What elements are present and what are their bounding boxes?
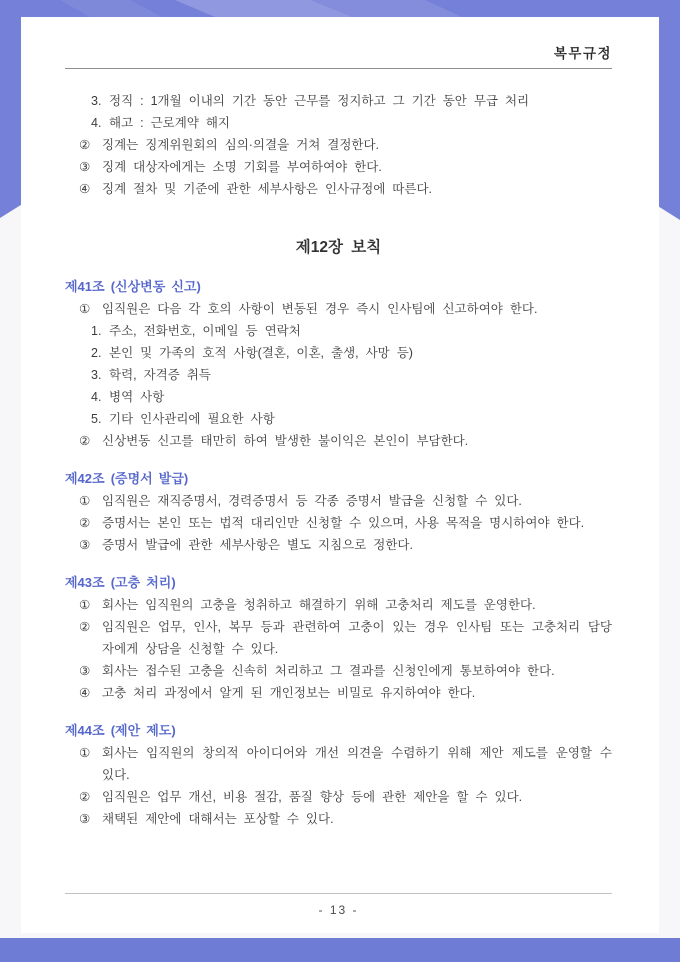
item-text: 정직 : 1개월 이내의 기간 동안 근무를 정지하고 그 기간 동안 무급 처리 <box>109 94 530 108</box>
chapter-title: 제12장 보칙 <box>295 239 382 256</box>
left-decor-strip <box>0 0 21 218</box>
item-text: 징계 대상자에게는 소명 기회를 부여하여야 한다. <box>102 160 382 174</box>
item-marker: ④ <box>79 686 91 700</box>
item-text: 주소, 전화번호, 이메일 등 연락처 <box>109 324 301 338</box>
article-section <box>65 276 612 452</box>
item-text: 해고 : 근로계약 해지 <box>109 116 230 130</box>
list-item <box>65 616 612 660</box>
article-title: 제43조 (고충 처리) <box>65 575 176 590</box>
item-text: 징계 절차 및 기준에 관한 세부사항은 인사규정에 따른다. <box>102 182 433 196</box>
document-page <box>21 17 659 933</box>
list-item <box>65 682 612 704</box>
list-item <box>65 808 612 830</box>
list-item <box>65 298 612 320</box>
item-marker: ③ <box>79 664 91 678</box>
list-item <box>65 742 612 786</box>
item-text: 임직원은 다음 각 호의 사항이 변동된 경우 즉시 인사팀에 신고하여야 한다. <box>102 302 538 316</box>
article-title: 제44조 (제안 제도) <box>65 723 176 738</box>
item-marker: ② <box>79 138 91 152</box>
item-text: 본인 및 가족의 호적 사항(결혼, 이혼, 출생, 사망 등) <box>109 346 413 360</box>
item-text: 증명서 발급에 관한 세부사항은 별도 지침으로 정한다. <box>102 538 413 552</box>
list-item <box>65 786 612 808</box>
intro-list <box>65 90 612 200</box>
item-marker: 3. <box>91 94 102 108</box>
list-item <box>65 320 612 342</box>
item-marker: ③ <box>79 812 91 826</box>
item-text: 채택된 제안에 대해서는 포상할 수 있다. <box>102 812 334 826</box>
list-item <box>65 134 612 156</box>
item-marker: ① <box>79 746 91 760</box>
item-marker: 4. <box>91 390 102 404</box>
doc-header <box>21 17 659 69</box>
item-text: 병역 사항 <box>109 390 165 404</box>
item-marker: ① <box>79 494 91 508</box>
item-marker: ③ <box>79 538 91 552</box>
right-decor-strip <box>659 0 680 220</box>
doc-header-title: 복무규정 <box>553 46 612 61</box>
item-marker: 3. <box>91 368 102 382</box>
item-marker: 1. <box>91 324 102 338</box>
article-section <box>65 720 612 830</box>
item-marker: ① <box>79 598 91 612</box>
list-item <box>65 386 612 408</box>
item-text: 회사는 임직원의 창의적 아이디어와 개선 의견을 수렴하기 위해 제안 제도를 운영할 수 있다. <box>102 746 612 782</box>
bottom-decor-bar <box>0 938 680 962</box>
item-marker: ① <box>79 302 91 316</box>
doc-footer <box>65 893 612 917</box>
item-marker: ③ <box>79 160 91 174</box>
list-item <box>65 430 612 452</box>
item-text: 기타 인사관리에 필요한 사항 <box>109 412 275 426</box>
top-decor-band <box>0 0 680 17</box>
list-item <box>65 490 612 512</box>
articles-list <box>65 276 612 830</box>
item-text: 증명서는 본인 또는 법적 대리인만 신청할 수 있으며, 사용 목적을 명시하여야 한다. <box>102 516 585 530</box>
item-marker: ② <box>79 790 91 804</box>
list-item <box>65 594 612 616</box>
item-text: 임직원은 업무, 인사, 복무 등과 관련하여 고충이 있는 경우 인사팀 또는 고충처리 담당자에게 상담을 신청할 수 있다. <box>102 620 612 656</box>
top-band-shapes <box>0 0 680 17</box>
item-text: 학력, 자격증 취득 <box>109 368 211 382</box>
item-marker: 5. <box>91 412 102 426</box>
article-title: 제41조 (신상변동 신고) <box>65 279 201 294</box>
list-item <box>65 156 612 178</box>
list-item <box>65 408 612 430</box>
item-marker: ② <box>79 434 91 448</box>
article-section <box>65 468 612 556</box>
doc-content <box>21 69 659 830</box>
footer-rule <box>65 893 612 894</box>
list-item <box>65 534 612 556</box>
item-text: 임직원은 업무 개선, 비용 절감, 품질 향상 등에 관한 제안을 할 수 있다. <box>102 790 523 804</box>
item-text: 회사는 접수된 고충을 신속히 처리하고 그 결과를 신청인에게 통보하여야 한다. <box>102 664 555 678</box>
list-item <box>65 90 612 112</box>
list-item <box>65 112 612 134</box>
item-text: 회사는 임직원의 고충을 청취하고 해결하기 위해 고충처리 제도를 운영한다. <box>102 598 536 612</box>
page-number: - 13 - <box>318 903 359 917</box>
item-marker: ② <box>79 516 91 530</box>
item-marker: ④ <box>79 182 91 196</box>
item-marker: ② <box>79 620 91 634</box>
item-text: 임직원은 재직증명서, 경력증명서 등 각종 증명서 발급을 신청할 수 있다. <box>102 494 522 508</box>
list-item <box>65 364 612 386</box>
article-title: 제42조 (증명서 발급) <box>65 471 189 486</box>
item-marker: 2. <box>91 346 102 360</box>
list-item <box>65 342 612 364</box>
list-item <box>65 178 612 200</box>
list-item <box>65 660 612 682</box>
item-marker: 4. <box>91 116 102 130</box>
item-text: 고충 처리 과정에서 알게 된 개인정보는 비밀로 유지하여야 한다. <box>102 686 476 700</box>
item-text: 신상변동 신고를 태만히 하여 발생한 불이익은 본인이 부담한다. <box>102 434 469 448</box>
item-text: 징계는 징계위원회의 심의·의결을 거쳐 결정한다. <box>102 138 380 152</box>
article-section <box>65 572 612 704</box>
list-item <box>65 512 612 534</box>
